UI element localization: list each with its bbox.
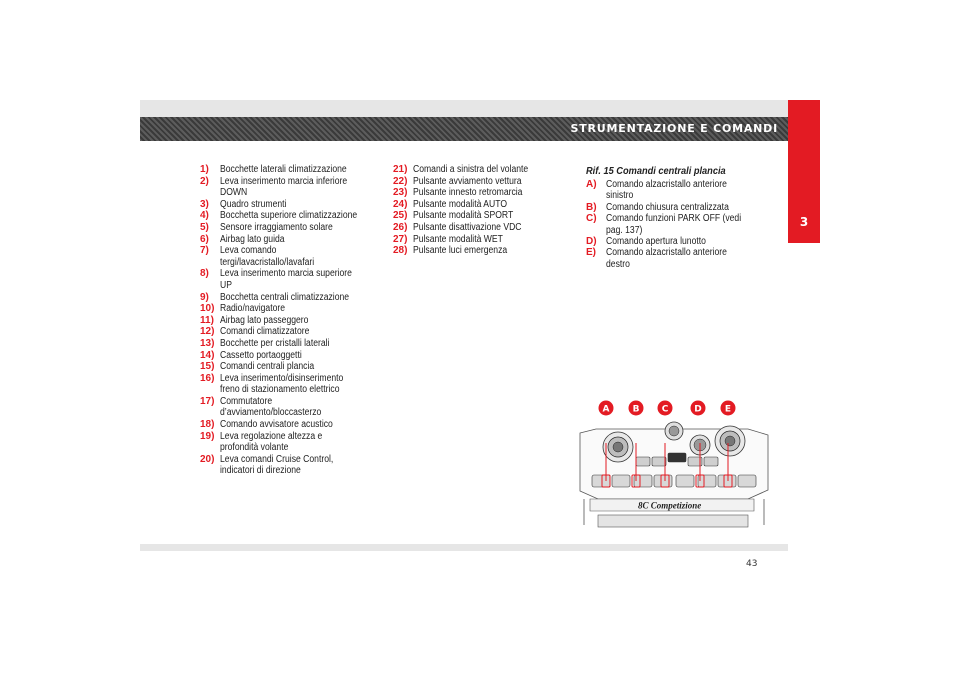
item-text: Pulsante modalità AUTO xyxy=(413,198,508,210)
item-number: 18) xyxy=(200,419,215,431)
item-text: Leva comandi Cruise Control, indicatori di direzione xyxy=(220,453,334,477)
item-text: Radio/navigatore xyxy=(220,303,286,315)
item-text: Quadro strumenti xyxy=(220,198,287,210)
item-number: 17) xyxy=(200,395,215,407)
item-text: Pulsante avviamento vettura xyxy=(413,175,522,187)
list-item xyxy=(200,338,380,350)
item-text: Sensore irraggiamento solare xyxy=(220,221,333,233)
reference-text: Comando chiusura centralizzata xyxy=(606,201,729,213)
list-item xyxy=(393,222,553,234)
list-item xyxy=(200,396,380,419)
header-top-band xyxy=(140,100,788,117)
item-number: 26) xyxy=(393,221,408,233)
list-item xyxy=(200,176,380,199)
component-list-left xyxy=(200,164,380,477)
item-number: 8) xyxy=(200,268,209,280)
callout-c xyxy=(658,401,673,416)
item-number: 13) xyxy=(200,337,215,349)
item-number: 21) xyxy=(393,164,408,175)
item-text: Cassetto portaoggetti xyxy=(220,349,302,361)
reference-letter: A) xyxy=(586,179,597,190)
list-item xyxy=(200,373,380,396)
reference-item xyxy=(586,202,766,213)
section-title: STRUMENTAZIONE E COMANDI xyxy=(570,122,778,135)
brand-plate xyxy=(590,499,754,511)
list-item xyxy=(393,164,553,176)
list-item xyxy=(200,268,380,291)
list-item xyxy=(200,222,380,234)
item-text: Leva inserimento/disinserimento freno di stazionamento elettrico xyxy=(220,372,344,396)
item-text: Comandi centrali plancia xyxy=(220,361,315,373)
list-item xyxy=(200,234,380,246)
item-number: 1) xyxy=(200,164,209,175)
callout-a xyxy=(599,401,614,416)
reference-item xyxy=(586,247,766,270)
item-text: Leva inserimento marcia superiore UP xyxy=(220,268,352,291)
reference-text: Comando apertura lunotto xyxy=(606,236,706,248)
item-number: 9) xyxy=(200,291,209,303)
reference-title: Rif. 15 Comandi centrali plancia xyxy=(586,165,726,177)
svg-text:D: D xyxy=(694,404,702,415)
footer-bar xyxy=(140,544,788,551)
item-number: 2) xyxy=(200,175,209,187)
list-item xyxy=(200,315,380,327)
section-header-bar xyxy=(140,117,788,141)
item-text: Leva comando tergi/lavacristallo/lavafari xyxy=(220,245,315,268)
item-number: 14) xyxy=(200,349,215,361)
svg-text:A: A xyxy=(602,404,610,415)
item-text: Bocchetta superiore climatizzazione xyxy=(220,210,358,222)
item-number: 19) xyxy=(200,430,215,442)
reference-list xyxy=(586,179,766,270)
component-list-middle xyxy=(393,164,553,257)
item-number: 28) xyxy=(393,245,408,257)
radio-slot xyxy=(598,515,748,527)
reference-text: Comando funzioni PARK OFF (vedi pag. 137) xyxy=(606,213,742,236)
reference-text: Comando alzacristallo anteriore destro xyxy=(606,247,727,270)
list-item xyxy=(393,245,553,257)
chapter-tab xyxy=(788,100,820,243)
list-item xyxy=(200,210,380,222)
list-item xyxy=(200,164,380,176)
list-item xyxy=(200,245,380,268)
svg-text:E: E xyxy=(724,404,732,415)
page-number: 43 xyxy=(746,559,758,569)
item-text: Leva regolazione altezza e profondità volante xyxy=(220,430,323,454)
item-text: Pulsante disattivazione VDC xyxy=(413,221,522,233)
item-number: 20) xyxy=(200,453,215,465)
climate-knob-right xyxy=(715,426,745,456)
reference-item xyxy=(586,236,766,247)
climate-knob-center xyxy=(665,422,683,440)
item-number: 16) xyxy=(200,372,215,384)
reference-text: Comando alzacristallo anteriore sinistro xyxy=(606,179,727,202)
list-item xyxy=(393,176,553,188)
item-text: Airbag lato passeggero xyxy=(220,314,309,326)
item-number: 3) xyxy=(200,198,209,210)
item-text: Comandi climatizzatore xyxy=(220,326,310,338)
list-item xyxy=(200,303,380,315)
callout-badges xyxy=(599,401,736,416)
item-text: Airbag lato guida xyxy=(220,233,285,245)
item-number: 22) xyxy=(393,175,408,187)
item-text: Commutatore d’avviamento/bloccasterzo xyxy=(220,395,322,419)
list-item xyxy=(200,292,380,304)
svg-text:B: B xyxy=(632,404,640,415)
reference-letter: C) xyxy=(586,213,597,225)
item-text: Leva inserimento marcia inferiore DOWN xyxy=(220,175,348,199)
list-item xyxy=(200,326,380,338)
item-number: 7) xyxy=(200,245,209,257)
item-text: Bocchetta centrali climatizzazione xyxy=(220,291,350,303)
item-text: Comando avvisatore acustico xyxy=(220,419,333,431)
item-text: Pulsante innesto retromarcia xyxy=(413,187,523,199)
item-number: 6) xyxy=(200,233,209,245)
item-text: Bocchette laterali climatizzazione xyxy=(220,164,347,175)
climate-knob-left xyxy=(603,432,633,462)
list-item xyxy=(200,454,380,477)
list-item xyxy=(393,199,553,211)
reference-letter: D) xyxy=(586,236,597,248)
reference-item xyxy=(586,213,766,236)
item-number: 15) xyxy=(200,361,215,373)
dashboard-controls-figure xyxy=(578,395,770,529)
callout-d xyxy=(691,401,706,416)
list-item xyxy=(200,419,380,431)
item-number: 24) xyxy=(393,198,408,210)
item-text: Pulsante modalità WET xyxy=(413,233,503,245)
item-number: 4) xyxy=(200,210,209,222)
list-item xyxy=(393,234,553,246)
item-text: Pulsante modalità SPORT xyxy=(413,210,514,222)
item-text: Bocchette per cristalli laterali xyxy=(220,337,330,349)
reference-item xyxy=(586,179,766,202)
list-item xyxy=(200,350,380,362)
item-text: Comandi a sinistra del volante xyxy=(413,164,529,175)
callout-b xyxy=(629,401,644,416)
list-item xyxy=(200,431,380,454)
list-item xyxy=(200,199,380,211)
callout-e xyxy=(721,401,736,416)
item-number: 23) xyxy=(393,187,408,199)
item-number: 5) xyxy=(200,221,209,233)
list-item xyxy=(393,187,553,199)
reference-letter: E) xyxy=(586,247,596,259)
reference-letter: B) xyxy=(586,201,597,213)
list-item xyxy=(393,210,553,222)
item-number: 10) xyxy=(200,303,215,315)
item-number: 27) xyxy=(393,233,408,245)
svg-text:C: C xyxy=(661,404,669,415)
item-number: 11) xyxy=(200,314,214,326)
svg-text:8C Competizione: 8C Competizione xyxy=(638,500,702,511)
item-number: 25) xyxy=(393,210,408,222)
list-item xyxy=(200,361,380,373)
item-number: 12) xyxy=(200,326,215,338)
chapter-number: 3 xyxy=(799,215,809,229)
item-text: Pulsante luci emergenza xyxy=(413,245,508,257)
